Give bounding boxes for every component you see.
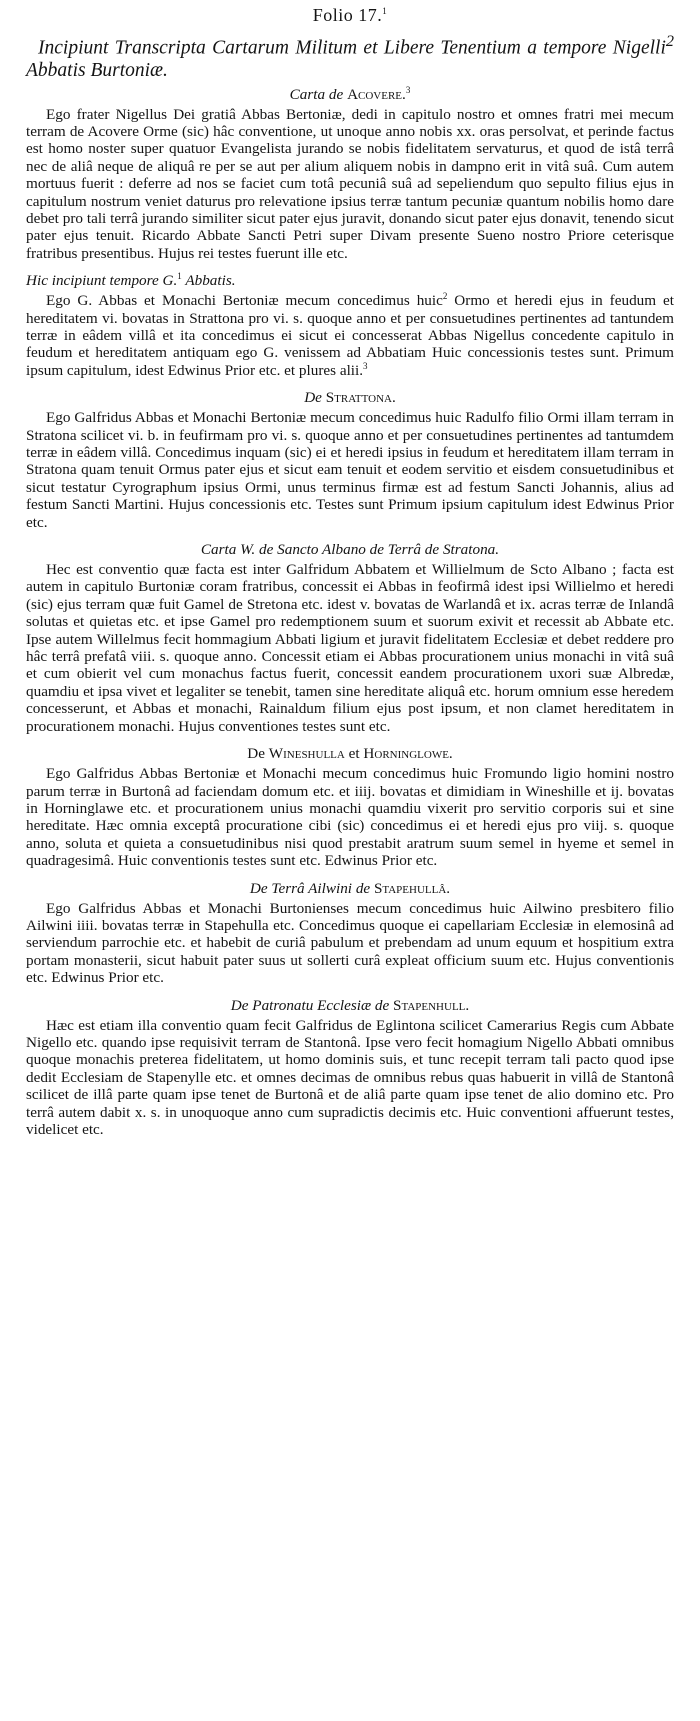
- section-heading-acovere: [26, 86, 674, 104]
- body-part-b: Ormo et heredi ejus in feudum et hereditatem vi. bovatas in Strattona pro vi. s. quoque anno et per consuetudines pertinentes ad tantundem terræ in eâdem villâ et ita concedimus ei sicut ei concesserat Abbas Nigellus concedente capitulo in feudum et hereditatem antiquam ego G. venissem ad Abbatiam Huic concessionis testes sunt. Primum ipsum capitulum, idest Edwinus Prior etc. et plures alii.: [26, 292, 674, 379]
- heading-small-caps: Wineshulla: [268, 745, 345, 763]
- charter-text-tempore-g: [26, 292, 674, 379]
- title-part-1: Incipiunt Transcripta Cartarum Militum et Libere Tenentium a tempore Nigelli: [38, 37, 666, 59]
- document-title: [26, 30, 674, 82]
- body-footnote-marker: 2: [442, 291, 448, 302]
- heading-small-caps-2: Horninglowe.: [363, 745, 453, 763]
- heading-italic: Hic incipiunt tempore G.: [26, 272, 178, 290]
- folio-footnote-marker: 1: [382, 6, 388, 16]
- section-heading-sancto-albano: [26, 541, 674, 559]
- body-part-a: Ego G. Abbas et Monachi Bertoniæ mecum concedimus huic: [46, 292, 443, 310]
- charter-text-ailwini: Ego Galfridus Abbas et Monachi Burtonienses mecum concedimus huic Ailwino presbitero filio Ailwini iiii. bovatas terræ in Stapehulla etc. Concedimus quoque ei capellariam Ecclesiæ in elemosinâ ad serviendum parrochie etc. et habebit de curiâ pabulum et prebendam ad unum equum et hospitium extra portam monasterii, sicut habuit pater suus ut sollerti curâ expleat officium suum etc. Hujus conventionis etc. Edwinus Prior etc.: [26, 899, 674, 987]
- section-heading-ailwini: [26, 880, 674, 898]
- section-heading-patronatu: [26, 997, 674, 1015]
- charter-text-strattona: Ego Galfridus Abbas et Monachi Bertoniæ mecum concedimus huic Radulfo filio Ormi illam terram in Stratona scilicet vi. b. in feufirmam pro vi. s. quoque anno et per consuetudines pertinentes ad tantumdem terræ in eâdem villâ. Concedimus inquam (sic) ei et heredi ipsius in feudum et hereditatem illam terram in Stratona quam tenuit Ormus pater ejus et sicut eam tenuit et eodem servitio et eisdem consuetudinibus et sicut testatur Cyrographum ipsius Ormi, unus terminus firmæ est ad festum Sancti Johannis, alius ad festum Sancti Martini. Hujus concessionis etc. Testes sunt Primum ipsium capitulum idest Edwinus Prior etc.: [26, 409, 674, 531]
- folio-label: Folio 17.: [312, 5, 383, 25]
- heading-prefix: De: [247, 745, 269, 763]
- body-footnote-marker-2: 3: [363, 360, 368, 371]
- heading-conjunction: et: [344, 745, 364, 763]
- heading-italic: De: [304, 389, 326, 407]
- heading-footnote-marker: 1: [177, 271, 182, 282]
- heading-italic: De Terrâ Ailwini de: [249, 879, 374, 897]
- section-heading-tempore-g: [26, 272, 674, 290]
- heading-italic-tail: Abbatis.: [181, 272, 236, 290]
- charter-text-sancto-albano: Hec est conventio quæ facta est inter Galfridum Abbatem et Willielmum de Scto Albano ; facta est autem in capitulo Burtoniæ coram fratribus, concessit ei Abbas in feofirmâ idest ipsi Willielmo et heredi (sic) ejus terram quæ fuit Gamel de Stretona etc. idest v. bovatas de Warlandâ et ix. acras terræ de Inlandâ solutas et quietas etc. et ipse Gamel pro redemptionem suum et suorum exivit et recessit ab Abbate etc. Ipse autem Willelmus fecit hommagium Abbati ligium et juravit fidelitatem Ecclesiæ et debet reddere pro hâc terrâ prefatâ viii. s. quoque anno. Concessit etiam ei Abbas procurationem unius monachi in vitâ suâ et cum obierit vel cum monachus factus fuerit, concessit eandem procurationem uxori suæ Albredæ, quamdiu et ipsa vivet et legaliter se tenebit, tamen sine hereditate aliquâ etc. horum omnium esse heredem concesserunt, et Abbas et monachi, Rainaldum filium ejus post ipsum, et non clamet hereditatem in procurationem monachi. Hujus conventiones testes sunt etc.: [26, 561, 674, 735]
- heading-small-caps: Acovere.: [347, 85, 406, 103]
- folio-heading: [26, 4, 674, 26]
- heading-small-caps: Stapenhull.: [393, 996, 470, 1014]
- charter-text-acovere: Ego frater Nigellus Dei gratiâ Abbas Bertoniæ, dedi in capitulo nostro et omnes fratri mei mecum terram de Acovere Orme (sic) hâc conventione, ut unoque anno nobis xx. oras persolvat, et perinde factus est homo noster super quatuor Evangelista jurando se nobis fidelitatem servaturus, et quod de istâ terrâ nec de aliâ neque de aliquâ re per se aut per alium aliquem nobis in dampno erit in vitâ suâ. Cum autem mortuus fuerit : deferre ad nos se faciet cum totâ pecuniâ suâ ad sepeliendum quo sepulto filius ejus in capitulum nostrum veniet daturus pro relevatione ipsius terræ tantum pecuniæ quantum nobilis homo dare debet pro tali terrâ jurando similiter sicut pater ejus juravit, donando sicut pater ejus donavit, tenendo sicut pater ejus tenuit. Ricardo Abbate Sancti Petri super Divam presente Sueno nostro Priore ceterisque fratribus presentibus. Hujus rei testes fuerunt ille etc.: [26, 105, 674, 262]
- heading-italic: Carta de: [289, 85, 348, 103]
- heading-footnote-marker: 3: [405, 84, 411, 95]
- heading-italic: De Patronatu Ecclesiæ de: [230, 996, 394, 1014]
- section-heading-wineshulla: [26, 745, 674, 763]
- charter-text-wineshulla: Ego Galfridus Abbas Bertoniæ et Monachi mecum concedimus huic Fromundo ligio homini nostro parum terræ in Burtonâ ad faciendam domum etc. et iiij. bovatas et dimidiam in Wineshille et ij. bovatas in Horninglawe etc. et procurationem unius monachi quamdiu vixerit pro servitio corporis sui et sine hereditate. Hæc omnia exceptâ procuratione cibi (sic) concedimus ei et heredi ejus pro viij. s. quoque anno, soluta et quieta a consuetudinibus nisi quod prestabit aratrum suum semel in hyeme et semel in quadragesimâ. Huic conventionis testes sunt etc. Edwinus Prior etc.: [26, 765, 674, 870]
- charter-text-patronatu: Hæc est etiam illa conventio quam fecit Galfridus de Eglintona scilicet Camerarius Regis cum Abbate Nigello etc. quando ipse requisivit terram de Stantonâ. Ipse vero fecit homagium Nigello Abbati omnibus quoque monachis preterea fidelitatem, ut homo dominis suis, et tunc recepit terram tali pacto quod ipse dedit Ecclesiam de Stapenylle etc. et omnes decimas de omnibus rebus quas habuerit in villâ de Stantonâ scilicet de illâ parte quam ipse tenet de Burtonâ et de aliâ parte quam ipse tenet de alio domino etc. Pro terrâ autem dabit x. s. in unoquoque anno cum supradictis decimis etc. Huic conventioni affuerunt testes, videlicet etc.: [26, 1016, 674, 1138]
- section-heading-strattona: [26, 389, 674, 407]
- title-footnote-marker: 2: [665, 32, 674, 50]
- heading-italic: Carta W. de Sancto Albano de Terrâ de Stratona.: [200, 541, 500, 559]
- title-part-2: Abbatis Burtoniæ.: [26, 59, 168, 81]
- heading-small-caps: Stapehullâ.: [373, 879, 451, 897]
- heading-small-caps: Strattona.: [325, 389, 396, 407]
